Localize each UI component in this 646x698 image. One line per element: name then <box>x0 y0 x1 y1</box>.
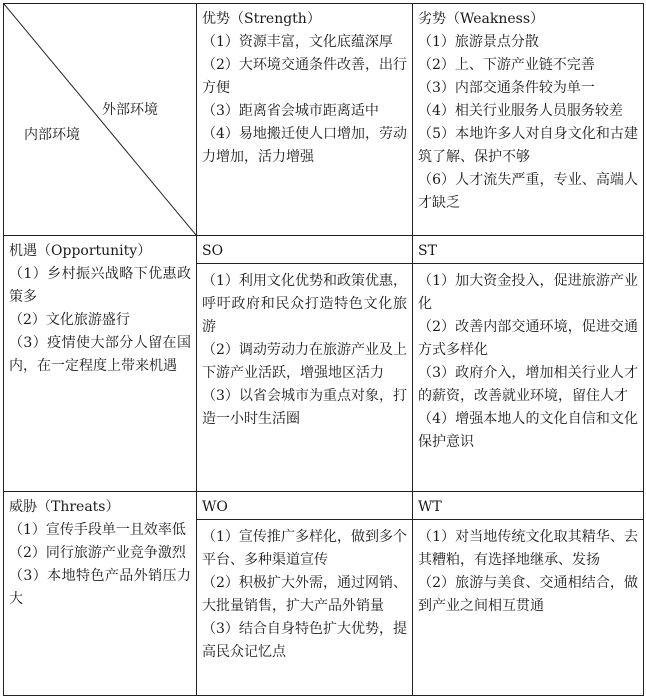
wo-label: WO <box>197 492 412 520</box>
st-item: （3）政府介入，增加相关行业人才的薪资，改善就业环境，留住人才 <box>418 365 638 404</box>
opportunity-item: （2）文化旅游盛行 <box>9 312 130 328</box>
st-item: （1）加大资金投入，促进旅游产业化 <box>418 273 638 312</box>
threats-item: （2）同行旅游产业竞争激烈 <box>9 545 186 561</box>
weakness-item: （1）旅游景点分散 <box>418 34 539 50</box>
header-row <box>4 4 644 236</box>
weakness-cell <box>413 4 644 236</box>
threats-item: （1）宣传手段单一且效率低 <box>9 522 186 538</box>
wt-item: （1）对当地传统文化取其精华、去其糟粕，有选择地继承、发扬 <box>418 529 638 568</box>
so-item: （1）利用文化优势和政策优惠，呼吁政府和民众打造特色文化旅游 <box>202 273 407 335</box>
threats-row <box>4 492 644 696</box>
weakness-item: （3）内部交通条件较为单一 <box>418 80 595 96</box>
so-item: （2）调动劳动力在旅游产业及上下游产业活跃，增强地区活力 <box>202 342 407 381</box>
strength-item: （2）大环境交通条件改善，出行方便 <box>202 57 407 96</box>
wo-cell <box>197 492 413 696</box>
st-cell <box>413 236 644 492</box>
threats-cell <box>4 492 197 696</box>
weakness-item: （2）上、下游产业链不完善 <box>418 57 595 73</box>
opportunity-title: 机遇（Opportunity） <box>9 243 152 259</box>
weakness-item: （6）人才流失严重，专业、高端人才缺乏 <box>418 172 638 211</box>
strength-item: （3）距离省会城市距离适中 <box>202 103 379 119</box>
so-item: （3）以省会城市为重点对象，打造一小时生活圈 <box>202 388 407 427</box>
opportunity-item: （3）疫情使大部分人留在国内，在一定程度上带来机遇 <box>9 335 191 374</box>
so-cell <box>197 236 413 492</box>
strength-title: 优势（Strength） <box>202 11 321 27</box>
inner-environment-label: 内部环境 <box>24 127 80 143</box>
weakness-item: （5）本地许多人对自身文化和古建筑了解、保护不够 <box>418 126 638 165</box>
threats-title: 威胁（Threats） <box>9 499 120 515</box>
weakness-item: （4）相关行业服务人员服务较差 <box>418 103 623 119</box>
outer-environment-label: 外部环境 <box>102 102 158 118</box>
wo-item: （3）结合自身特色扩大优势，提高民众记忆点 <box>202 621 407 660</box>
wt-item: （2）旅游与美食、交通相结合，做到产业之间相互贯通 <box>418 575 638 614</box>
wt-cell <box>413 492 644 696</box>
strength-item: （4）易地搬迁使人口增加，劳动力增加，活力增强 <box>202 126 407 165</box>
threats-item: （3）本地特色产品外销压力大 <box>9 568 191 607</box>
strength-cell <box>197 4 413 236</box>
opportunity-item: （1）乡村振兴战略下优惠政策多 <box>9 266 191 305</box>
corner-cell <box>4 4 197 236</box>
wo-item: （2）积极扩大外需，通过网销、大批量销售，扩大产品外销量 <box>202 575 407 614</box>
strength-item: （1）资源丰富，文化底蕴深厚 <box>202 34 393 50</box>
wt-label: WT <box>413 492 643 520</box>
st-item: （2）改善内部交通环境，促进交通方式多样化 <box>418 319 638 358</box>
opportunity-row <box>4 236 644 492</box>
st-item: （4）增强本地人的文化自信和文化保护意识 <box>418 411 638 450</box>
corner-diagonal <box>4 4 196 235</box>
opportunity-cell <box>4 236 197 492</box>
so-label: SO <box>197 236 412 264</box>
swot-table <box>3 3 644 696</box>
weakness-title: 劣势（Weakness） <box>418 11 545 27</box>
st-label: ST <box>413 236 643 264</box>
wo-item: （1）宣传推广多样化，做到多个平台、多种渠道宣传 <box>202 529 407 568</box>
